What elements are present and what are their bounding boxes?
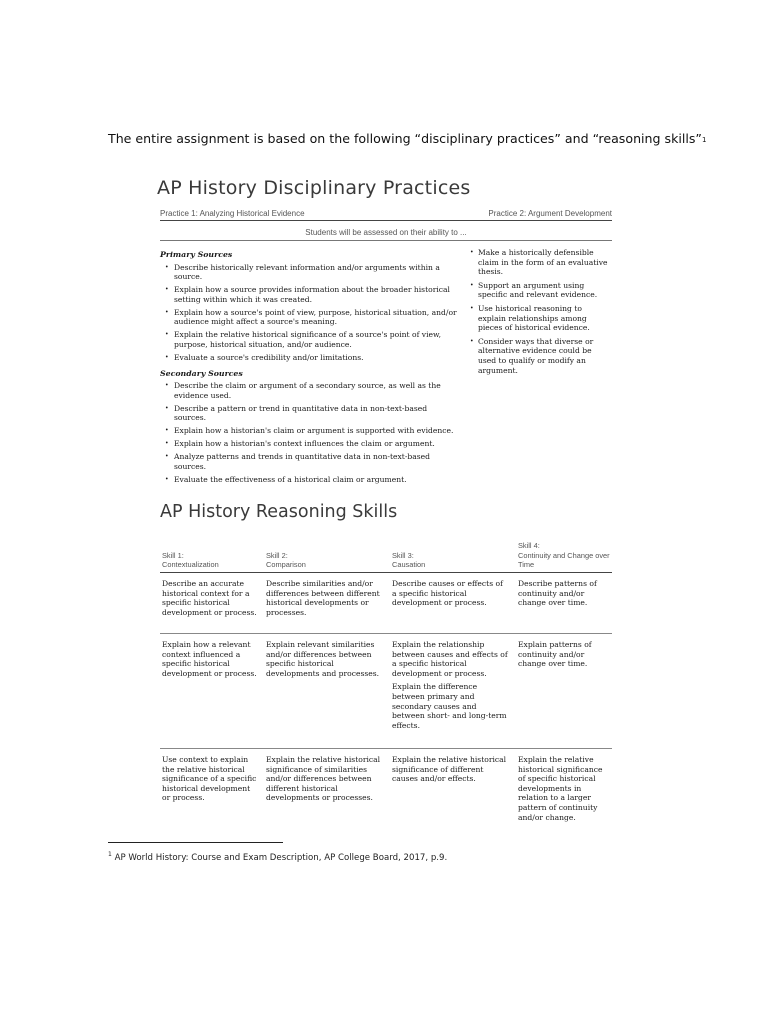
cell-paragraph: Explain the relationship between causes and effects of a specific historical development or process. — [392, 640, 508, 678]
list-item: • Make a historically defensible claim in the form of an evaluative thesis. — [468, 248, 610, 277]
table-cell: Explain the relative historical significance of specific historical developments in relation to a larger pattern of continuity and/or change. — [518, 755, 603, 822]
skill-2-heading — [266, 551, 306, 570]
skill-name: Contextualization — [162, 560, 219, 570]
skill-number: Skill 4: — [518, 541, 540, 551]
practice-2-heading: Practice 2: Argument Development — [488, 209, 612, 218]
table-cell: Explain how a relevant context influenced a specific historical development or process. — [162, 640, 257, 678]
table-row — [160, 749, 612, 835]
primary-sources-heading: Primary Sources — [160, 250, 233, 259]
cell-paragraph: Explain the difference between primary and secondary causes and between short- and long-term effects. — [392, 682, 507, 730]
footnote-reference: 1 — [701, 135, 707, 144]
list-item: • Describe historically relevant information and/or arguments within a source. — [160, 263, 460, 282]
secondary-sources-list — [160, 381, 460, 484]
list-item: • Describe the claim or argument of a secondary source, as well as the evidence used. — [160, 381, 460, 400]
assessed-caption: Students will be assessed on their ability to ... — [160, 228, 612, 241]
list-item: • Support an argument using specific and relevant evidence. — [468, 281, 610, 300]
skill-name: Continuity and Change over Time — [518, 550, 610, 570]
skill-name: Causation — [392, 560, 426, 570]
table-cell: Explain the relative historical significance of similarities and/or differences between different historical developments or processes. — [266, 755, 381, 803]
table-cell: Describe patterns of continuity and/or change over time. — [518, 579, 597, 608]
footnote — [108, 851, 447, 863]
table-cell: Describe an accurate historical context for a specific historical development or process. — [162, 579, 257, 617]
intro-sentence — [108, 131, 708, 146]
table-cell: Describe similarities and/or differences between different historical developments or processes. — [266, 579, 380, 617]
skill-number: Skill 3: — [392, 550, 414, 560]
list-item: • Explain how a source provides information about the broader historical setting within which it was created. — [160, 285, 460, 304]
skill-name: Comparison — [266, 560, 306, 570]
table-cell: Use context to explain the relative historical significance of a specific historical development or process. — [162, 755, 257, 803]
skills-header-row — [160, 536, 612, 573]
table-cell: Describe causes or effects of a specific historical development or process. — [392, 579, 503, 608]
list-item: • Explain how a source's point of view, purpose, historical situation, and/or audience might affect a source's meaning. — [160, 308, 460, 327]
footnote-marker: 1 — [108, 851, 112, 858]
footnote-divider — [108, 842, 283, 843]
practice-1-heading: Practice 1: Analyzing Historical Evidence — [160, 209, 305, 218]
list-item: • Evaluate a source's credibility and/or limitations. — [160, 353, 460, 363]
skills-title: AP History Reasoning Skills — [160, 502, 398, 522]
list-item: • Explain how a historian's claim or argument is supported with evidence. — [160, 426, 460, 436]
list-item: • Evaluate the effectiveness of a historical claim or argument. — [160, 475, 460, 485]
practice-1-column — [160, 248, 460, 488]
table-row — [160, 573, 612, 634]
skill-number: Skill 1: — [162, 550, 184, 560]
skill-number: Skill 2: — [266, 550, 288, 560]
list-item: • Describe a pattern or trend in quantitative data in non-text-based sources. — [160, 404, 460, 423]
reasoning-skills-table — [160, 536, 612, 835]
list-item: • Analyze patterns and trends in quantitative data in non-text-based sources. — [160, 452, 460, 471]
table-cell: Explain the relative historical significance of different causes and/or effects. — [392, 755, 507, 784]
skill-3-heading — [392, 551, 425, 570]
table-cell: Explain patterns of continuity and/or change over time. — [518, 640, 592, 669]
skill-4-heading — [518, 541, 612, 570]
practice-2-column — [468, 248, 610, 379]
practices-title: AP History Disciplinary Practices — [157, 177, 471, 199]
table-cell: Explain relevant similarities and/or differences between specific historical developments and processes. — [266, 640, 380, 678]
list-item: • Use historical reasoning to explain relationships among pieces of historical evidence. — [468, 304, 610, 333]
practices-header-row — [160, 209, 612, 221]
list-item: • Consider ways that diverse or alternative evidence could be used to qualify or modify an argument. — [468, 337, 610, 375]
argument-development-list — [468, 248, 610, 375]
table-cell — [392, 640, 508, 734]
primary-sources-list — [160, 263, 460, 363]
table-row — [160, 634, 612, 749]
skill-1-heading — [162, 551, 219, 570]
list-item: • Explain the relative historical significance of a source's point of view, purpose, historical situation, and/or audience. — [160, 330, 460, 349]
footnote-text: AP World History: Course and Exam Description, AP College Board, 2017, p.9. — [114, 852, 448, 863]
intro-text: The entire assignment is based on the following “disciplinary practices” and “reasoning skills” — [108, 131, 702, 146]
secondary-sources-heading: Secondary Sources — [160, 368, 243, 378]
list-item: • Explain how a historian's context influences the claim or argument. — [160, 439, 460, 449]
